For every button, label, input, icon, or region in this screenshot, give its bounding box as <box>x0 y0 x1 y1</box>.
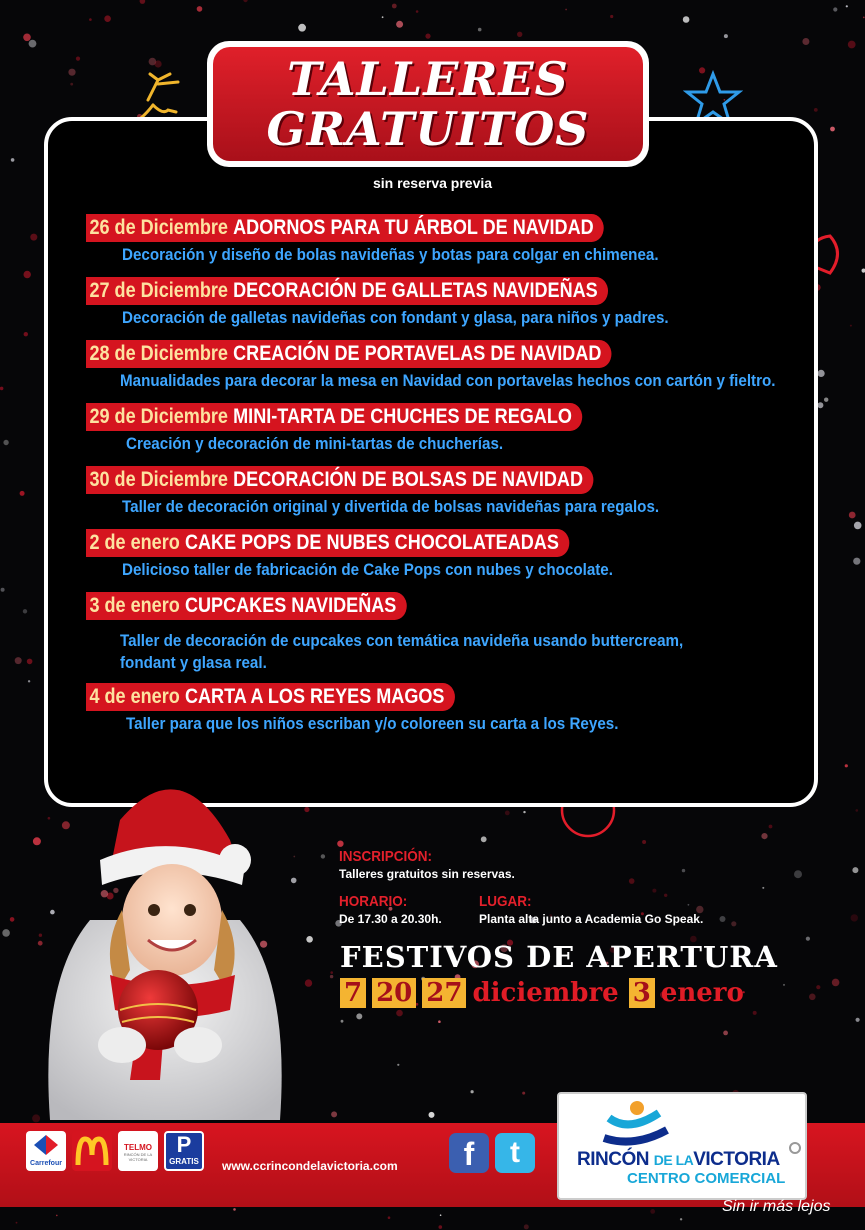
bokeh-dot <box>853 558 860 565</box>
workshop-item <box>86 683 661 735</box>
bokeh-dot <box>11 158 15 162</box>
bokeh-dot <box>3 440 8 445</box>
bokeh-dot <box>243 0 247 2</box>
facebook-letter: f <box>463 1136 475 1172</box>
bokeh-dot <box>565 9 567 11</box>
brand-sub: CENTRO COMERCIAL <box>627 1170 786 1187</box>
bokeh-dot <box>10 917 15 922</box>
bokeh-dot <box>23 34 31 42</box>
workshop-desc: Decoración de galletas navideñas con fondant y glasa, para niños y padres. <box>122 309 669 327</box>
bokeh-dot <box>761 833 767 839</box>
bokeh-dot <box>505 811 510 816</box>
workshop-date: 27 de Diciembre <box>89 279 228 302</box>
workshop-date: 2 de enero <box>89 531 180 554</box>
bokeh-dot <box>724 34 728 38</box>
bokeh-dot <box>830 127 835 132</box>
brand-logo-icon <box>599 1098 669 1148</box>
bokeh-dot <box>15 657 22 664</box>
bokeh-dot <box>425 34 430 39</box>
workshop-desc: Creación y decoración de mini-tartas de chucherías. <box>126 435 504 453</box>
workshop-desc: Decoración y diseño de bolas navideñas y botas para colgar en chimenea. <box>122 246 659 264</box>
bokeh-dot <box>440 1214 442 1216</box>
bokeh-dot <box>382 16 384 18</box>
bokeh-dot <box>27 659 33 665</box>
workshop-item <box>86 277 716 329</box>
bokeh-dot <box>802 38 809 45</box>
bokeh-dot <box>833 7 837 11</box>
bokeh-dot <box>305 979 312 986</box>
workshop-item <box>86 403 663 455</box>
bokeh-dot <box>76 57 80 61</box>
bokeh-dot <box>304 807 309 812</box>
workshop-name: CUPCAKES NAVIDEÑAS <box>184 594 397 617</box>
bokeh-dot <box>824 398 828 402</box>
brand-name-b: DE LA <box>653 1152 694 1168</box>
title-line-1: TALLERES <box>287 52 569 106</box>
bokeh-dot <box>856 809 859 812</box>
bokeh-dot <box>356 1013 362 1019</box>
bokeh-dot <box>197 6 203 12</box>
telmo-logo[interactable] <box>118 1131 158 1171</box>
facebook-icon[interactable] <box>449 1133 489 1173</box>
girl-photo <box>30 760 300 1120</box>
twitter-letter: t <box>510 1136 520 1169</box>
bokeh-dot <box>306 936 313 943</box>
workshop-date: 26 de Diciembre <box>89 216 228 239</box>
bokeh-dot <box>321 854 325 858</box>
bokeh-dot <box>331 1111 337 1117</box>
bokeh-dot <box>523 811 525 813</box>
bokeh-dot <box>522 1092 525 1095</box>
workshop-name: DECORACIÓN DE BOLSAS DE NAVIDAD <box>233 468 583 491</box>
bokeh-dot <box>140 0 146 4</box>
bokeh-dot <box>849 512 856 519</box>
festivos-title: FESTIVOS DE APERTURA <box>340 940 778 974</box>
mcdonalds-icon[interactable] <box>72 1131 112 1171</box>
workshop-desc: fondant y glasa real. <box>120 654 267 672</box>
twitter-icon[interactable] <box>495 1133 535 1173</box>
bokeh-dot <box>524 1224 529 1229</box>
parking-logo[interactable] <box>164 1131 204 1171</box>
bokeh-dot <box>396 1010 403 1017</box>
festivo-month: diciembre <box>472 978 619 1008</box>
bokeh-dot <box>56 1215 58 1217</box>
bokeh-dot <box>814 108 818 112</box>
bokeh-dot <box>806 937 810 941</box>
bokeh-dot <box>298 24 306 32</box>
bokeh-dot <box>104 15 111 22</box>
brand-slogan: Sin ir más lejos <box>722 1198 831 1215</box>
brand-name-a: RINCÓN <box>577 1149 649 1170</box>
bokeh-dot <box>429 1112 435 1118</box>
bokeh-dot <box>852 867 858 873</box>
inscripcion-block <box>339 848 515 881</box>
bokeh-dot <box>439 1225 443 1229</box>
bokeh-dot <box>23 609 27 613</box>
workshop-name: CREACIÓN DE PORTAVELAS DE NAVIDAD <box>233 342 602 365</box>
bokeh-dot <box>650 1209 655 1214</box>
carrefour-logo[interactable] <box>26 1131 66 1171</box>
title-box <box>207 41 649 167</box>
workshop-date: 4 de enero <box>89 685 180 708</box>
workshop-item <box>86 529 656 581</box>
workshop-item <box>86 340 833 392</box>
festivo-day: 27 <box>422 978 466 1008</box>
bokeh-dot <box>1 588 5 592</box>
bokeh-dot <box>682 869 685 872</box>
workshop-name: DECORACIÓN DE GALLETAS NAVIDEÑAS <box>233 279 598 302</box>
bokeh-dot <box>30 234 37 241</box>
bokeh-dot <box>24 332 28 336</box>
bokeh-dot <box>29 40 37 48</box>
bokeh-dot <box>481 836 487 842</box>
bokeh-dot <box>680 1218 682 1220</box>
bokeh-dot <box>341 1020 344 1023</box>
bokeh-dot <box>731 921 736 926</box>
bokeh-dot <box>845 764 848 767</box>
festivo-month: enero <box>660 978 744 1008</box>
brand-name-c: VICTORIA <box>693 1149 780 1170</box>
bokeh-dot <box>24 271 31 278</box>
brand-name <box>577 1149 780 1171</box>
bokeh-dot <box>809 994 816 1001</box>
bokeh-dot <box>762 887 764 889</box>
inscripcion-value: Talleres gratuitos sin reservas. <box>339 867 515 881</box>
website-link[interactable]: www.ccrincondelavictoria.com <box>222 1159 398 1173</box>
bokeh-dot <box>848 41 856 49</box>
bokeh-dot <box>783 984 785 986</box>
bokeh-dot <box>478 28 482 32</box>
bokeh-dot <box>753 1011 757 1015</box>
title-line-2: GRATUITOS <box>266 102 590 156</box>
workshop-name: CAKE POPS DE NUBES CHOCOLATEADAS <box>184 531 559 554</box>
festivos-dates <box>340 978 754 1008</box>
bokeh-dot <box>652 889 656 893</box>
workshop-desc: Taller para que los niños escriban y/o coloreen su carta a los Reyes. <box>126 715 619 733</box>
workshop-date: 28 de Diciembre <box>89 342 228 365</box>
horario-block <box>339 893 442 926</box>
subtitle: sin reserva previa <box>372 175 493 191</box>
tag-hole-icon <box>785 1138 805 1158</box>
bokeh-dot <box>816 985 820 989</box>
bokeh-dot <box>2 929 10 937</box>
bokeh-dot <box>769 825 773 829</box>
workshop-desc: Taller de decoración original y divertida de bolsas navideñas para regalos. <box>122 498 660 516</box>
workshop-date: 30 de Diciembre <box>89 468 228 491</box>
lugar-value: Planta alta junto a Academia Go Speak. <box>479 912 704 926</box>
bokeh-dot <box>330 971 333 974</box>
bokeh-dot <box>629 878 635 884</box>
bokeh-dot <box>817 402 823 408</box>
bokeh-dot <box>683 16 690 23</box>
festivo-day: 3 <box>629 978 655 1008</box>
telmo-name: TELMO <box>124 1143 152 1152</box>
bokeh-dot <box>416 10 419 13</box>
bokeh-dot <box>20 491 25 496</box>
bokeh-dot <box>16 1222 18 1224</box>
bokeh-dot <box>471 1090 474 1093</box>
bokeh-dot <box>396 21 403 28</box>
carrefour-label: Carrefour <box>30 1160 62 1167</box>
workshop-date: 3 de enero <box>89 594 180 617</box>
workshop-item <box>86 592 732 674</box>
bokeh-dot <box>642 840 646 844</box>
bokeh-dot <box>846 5 848 7</box>
workshop-item <box>86 466 706 518</box>
workshop-desc: Manualidades para decorar la mesa en Navidad con portavelas hechos con cartón y fieltro. <box>120 372 776 390</box>
workshop-desc: Taller de decoración de cupcakes con temática navideña usando buttercream, <box>120 632 684 650</box>
bokeh-dot <box>863 17 865 19</box>
bokeh-dot <box>388 1216 391 1219</box>
telmo-sub: RINCÓN DE LA VICTORIA <box>123 1152 153 1162</box>
workshop-desc: Delicioso taller de fabricación de Cake Pops con nubes y chocolate. <box>122 561 613 579</box>
workshop-name: CARTA A LOS REYES MAGOS <box>184 685 445 708</box>
bokeh-dot <box>0 387 3 391</box>
inscripcion-label: INSCRIPCIÓN: <box>339 848 433 865</box>
lugar-label: LUGAR: <box>479 893 532 910</box>
workshop-name: MINI-TARTA DE CHUCHES DE REGALO <box>233 405 572 428</box>
bokeh-dot <box>862 269 865 273</box>
bokeh-dot <box>720 916 726 922</box>
bokeh-dot <box>610 15 613 18</box>
bokeh-dot <box>854 522 862 530</box>
bokeh-dot <box>397 1064 399 1066</box>
workshop-date: 29 de Diciembre <box>89 405 228 428</box>
bokeh-dot <box>850 325 852 327</box>
bokeh-dot <box>330 975 333 978</box>
brand-tag <box>557 1092 807 1200</box>
horario-label: HORARIO: <box>339 893 408 910</box>
horario-value: De 17.30 a 20.30h. <box>339 912 442 926</box>
bokeh-dot <box>794 870 802 878</box>
festivo-day: 20 <box>372 978 416 1008</box>
festivo-day: 7 <box>340 978 366 1008</box>
bokeh-dot <box>517 32 522 37</box>
workshop-name: ADORNOS PARA TU ÁRBOL DE NAVIDAD <box>233 216 594 239</box>
bokeh-dot <box>89 18 92 21</box>
bokeh-dot <box>233 1208 236 1211</box>
bokeh-dot <box>28 680 30 682</box>
bokeh-dot <box>392 4 397 9</box>
bokeh-dot <box>856 1018 860 1022</box>
bokeh-dot <box>155 60 162 67</box>
bokeh-dot <box>337 841 343 847</box>
lugar-block <box>479 893 703 926</box>
workshop-item <box>86 214 705 266</box>
bokeh-dot <box>438 1020 441 1023</box>
bokeh-dot <box>723 1031 728 1036</box>
parking-letter: P <box>176 1132 192 1157</box>
bokeh-dot <box>851 914 858 921</box>
bokeh-dot <box>832 979 840 987</box>
parking-label: GRATIS <box>169 1157 199 1166</box>
